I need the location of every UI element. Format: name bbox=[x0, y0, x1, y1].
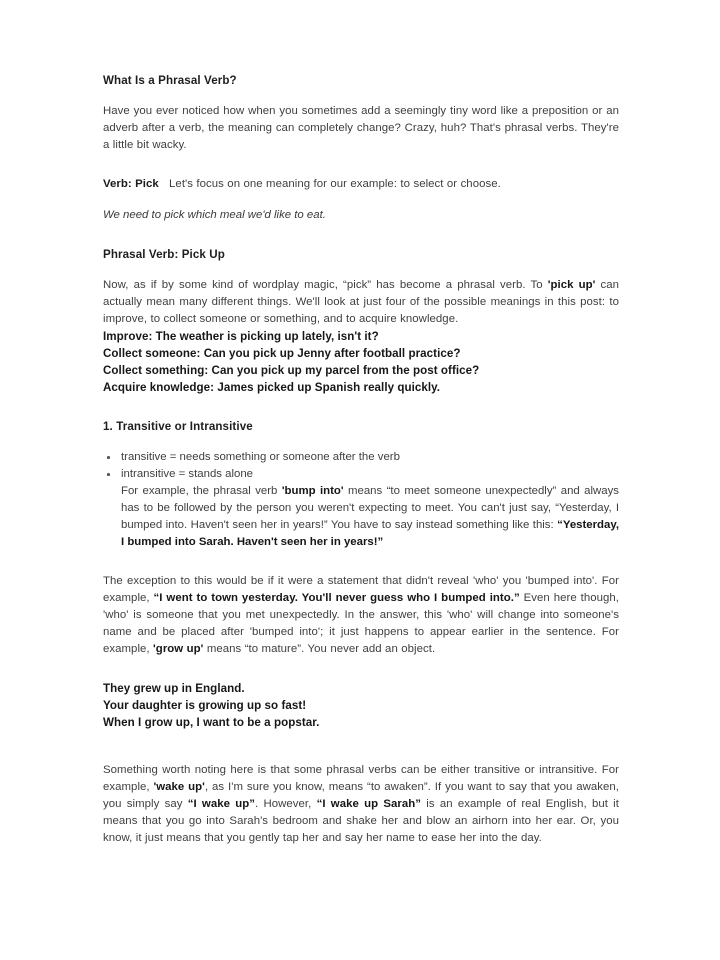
pick-up-paragraph-part2: can actually mean many different things. We'll look at just four of the possible meanings in this post: to improve, to collect someone or something, and to acquire knowledge. bbox=[103, 279, 619, 325]
spacer bbox=[103, 658, 619, 680]
exception-paragraph bbox=[103, 573, 619, 658]
spacer bbox=[103, 193, 619, 207]
grow-up-example-3: When I grow up, I want to be a popstar. bbox=[103, 716, 320, 729]
wake-up-bold2: “I wake up” bbox=[187, 798, 255, 810]
pick-up-paragraph-bold1: 'pick up' bbox=[547, 279, 596, 291]
pick-up-paragraph bbox=[103, 277, 619, 328]
verb-pick-line bbox=[103, 176, 619, 193]
wake-up-bold1: 'wake up' bbox=[153, 781, 205, 793]
list-item-label: intransitive = stands alone bbox=[121, 468, 254, 480]
meaning-line-improve: Improve: The weather is picking up lately, isn't it? bbox=[103, 330, 379, 343]
verb-pick-example: We need to pick which meal we'd like to eat. bbox=[103, 209, 326, 221]
wake-up-part2: , as I'm sure you know, means “to awaken”. If you want to say that you awaken, you simply say bbox=[103, 781, 619, 810]
meaning-line-acquire-knowledge: Acquire knowledge: James picked up Spanish really quickly. bbox=[103, 381, 441, 394]
bump-into-part2: means “to meet someone unexpectedly” and always has to be followed by the person you weren't expecting to meet. You can't just say, “Yesterday, I bumped into. Haven't seen her in years!” You have to say instead something like this: bbox=[121, 485, 619, 531]
bullet-dot-icon bbox=[107, 456, 110, 459]
spacer bbox=[103, 753, 619, 762]
pick-up-paragraph-part1: Now, as if by some kind of wordplay magic, “pick” has become a phrasal verb. To bbox=[103, 279, 548, 291]
bump-into-bold2: “Yesterday, I bumped into Sarah. Haven't seen her in years!” bbox=[121, 519, 619, 548]
wake-up-part4: is an example of real English, but it means that you go into Sarah's bedroom and shake her and blow an airhorn into her ear. Or, you know, it just means that you gently tap her and say her name to ease her into the day. bbox=[103, 798, 619, 844]
spacer bbox=[103, 435, 619, 449]
verb-pick-text: Let's focus on one meaning for our example: to select or choose. bbox=[169, 178, 501, 190]
list-item-label: transitive = needs something or someone after the verb bbox=[121, 451, 400, 463]
exception-part2: Even here though, 'who' is someone that you met unexpectedly. In the answer, this 'who' will change into someone's name and be placed after 'bumped into'; it just happens to appear earlier in the sentence. For example, bbox=[103, 592, 619, 655]
spacer bbox=[103, 731, 619, 753]
spacer bbox=[103, 551, 619, 573]
bullet-dot-icon bbox=[107, 473, 110, 476]
bump-into-paragraph bbox=[103, 483, 619, 551]
grow-up-example-2: Your daughter is growing up so fast! bbox=[103, 699, 307, 712]
spacer bbox=[103, 224, 619, 246]
wake-up-part3: . However, bbox=[254, 798, 317, 810]
list-item bbox=[103, 466, 619, 483]
heading-phrasal-verb-pick-up: Phrasal Verb: Pick Up bbox=[103, 248, 225, 261]
verb-pick-label: Verb: Pick bbox=[103, 178, 159, 190]
spacer bbox=[103, 396, 619, 418]
meaning-line-collect-someone: Collect someone: Can you pick up Jenny after football practice? bbox=[103, 347, 461, 360]
heading-transitive-or-intransitive: 1. Transitive or Intransitive bbox=[103, 420, 253, 433]
spacer bbox=[103, 154, 619, 176]
verb-pick-spacer bbox=[159, 178, 169, 190]
document-text-column bbox=[103, 72, 619, 847]
spacer bbox=[103, 89, 619, 103]
meaning-line-collect-something: Collect something: Can you pick up my parcel from the post office? bbox=[103, 364, 480, 377]
wake-up-bold3: “I wake up Sarah” bbox=[316, 798, 422, 810]
heading-what-is-a-phrasal-verb: What Is a Phrasal Verb? bbox=[103, 74, 237, 87]
wake-up-paragraph bbox=[103, 762, 619, 847]
bump-into-bold1: 'bump into' bbox=[281, 485, 344, 497]
list-item bbox=[103, 449, 619, 466]
exception-bold1: “I went to town yesterday. You'll never guess who I bumped into.” bbox=[153, 592, 520, 604]
intro-paragraph: Have you ever noticed how when you sometimes add a seemingly tiny word like a preposition or an adverb after a verb, the meaning can completely change? Crazy, huh? That's phrasal verbs. They're a little bit wacky. bbox=[103, 105, 619, 151]
grow-up-example-1: They grew up in England. bbox=[103, 682, 245, 695]
bump-into-part1: For example, the phrasal verb bbox=[121, 485, 282, 497]
spacer bbox=[103, 263, 619, 277]
exception-part1: The exception to this would be if it were a statement that didn't reveal 'who' you 'bumped into'. For example, bbox=[103, 575, 619, 604]
exception-bold2: 'grow up' bbox=[153, 643, 204, 655]
transitive-definition-list bbox=[103, 449, 619, 483]
wake-up-part1: Something worth noting here is that some phrasal verbs can be either transitive or intransitive. For example, bbox=[103, 764, 619, 793]
exception-part3: means “to mature”. You never add an object. bbox=[203, 643, 436, 655]
